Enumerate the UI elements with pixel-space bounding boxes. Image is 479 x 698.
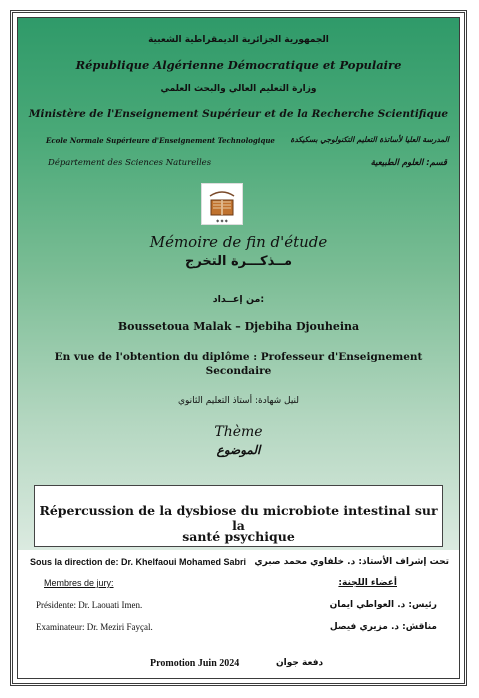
theme-box [34,485,443,547]
president-fr: Présidente: Dr. Laouati Imen. [36,600,143,610]
theme-title-line1: Répercussion de la dysbiose du microbiote intestinal sur la [39,503,438,533]
president-ar: رئيس: د. العواطي ايمان [329,600,437,610]
ministry-fr: Ministère de l'Enseignement Supérieur et de la Recherche Scientifique [28,108,449,120]
green-header-band [18,18,459,550]
diploma-fr-line1: En vue de l'obtention du diplôme : Professeur d'Enseignement [54,351,423,363]
promotion-fr: Promotion Juin 2024 [150,658,240,669]
cover-page [17,17,460,679]
authors: Boussetoua Malak – Djebiha Djouheina [117,320,360,333]
school-fr: Ecole Normale Supérieure d'Enseignement Technologique [46,136,275,145]
ministry-ar: وزارة التعليم العالي والبحث العلمي [160,84,317,94]
school-ar: المدرسة العليا لأساتذة التعليم التكنولوجي بسكيكدة [290,135,449,144]
svg-text:◆ ◆ ◆: ◆ ◆ ◆ [216,218,228,223]
jury-fr: Membres de jury: [44,578,114,588]
memoire-ar: مــذكـــرة التخرج [184,254,293,269]
direction-fr: Sous la direction de: Dr. Khelfaoui Mohamed Sabri [30,557,247,567]
book-logo-icon [201,183,243,225]
diploma-fr-line2: Secondaire [205,365,272,377]
department-fr: Département des Sciences Naturelles [48,158,212,168]
diploma-ar: لنيل شهادة: أستاذ التعليم الثانوي [177,396,299,406]
memoire-fr: Mémoire de fin d'étude [149,233,328,251]
jury-ar: أعضاء اللجنة: [338,578,397,588]
theme-ar: الموضوع [216,443,261,457]
promotion-ar: دفعة جوان [276,658,324,668]
examiner-fr: Examinateur: Dr. Meziri Fayçal. [36,622,153,632]
prepared-by-ar: من إعــداد: [212,294,265,305]
department-ar: قسم: العلوم الطبيعية [370,158,447,168]
theme-fr: Thème [214,424,263,440]
direction-ar: تحت إشراف الأستاذ: د. خلفاوي محمد صبري [254,557,449,567]
republic-ar: الجمهورية الجزائرية الديمقراطية الشعبية [148,35,329,45]
republic-fr: République Algérienne Démocratique et Populaire [75,58,402,72]
examiner-ar: مناقش: د. مزيري فيصل [329,622,437,632]
theme-title-line2: santé psychique [182,529,295,544]
